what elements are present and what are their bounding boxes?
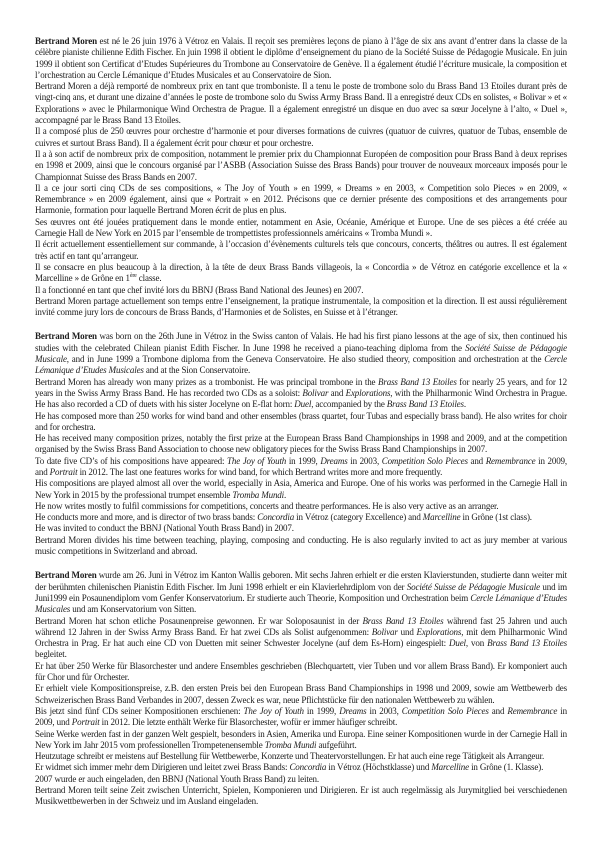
bio-paragraph bbox=[35, 751, 567, 762]
text-run: in 1999, bbox=[303, 705, 340, 716]
text-run: classe. bbox=[136, 273, 162, 284]
bio-paragraph bbox=[35, 616, 567, 661]
text-run: and bbox=[467, 455, 486, 466]
bio-paragraph bbox=[35, 683, 567, 706]
text-run: in Grône (1. Klasse). bbox=[468, 762, 544, 773]
bio-paragraph bbox=[35, 762, 567, 773]
text-run: His compositions are played almost all over the world, especially in Asia, America and Europe. One of his works was performed in the Carnegie Hall in New York in 2015 by the professional trumpet ensemble bbox=[35, 478, 567, 500]
bio-section-english bbox=[35, 331, 567, 557]
text-run: Bertrand Moren hat schon etliche Posaunenpreise gewonnen. Er war Soloposaunist in der bbox=[35, 615, 363, 626]
text-run: Il a fonctionné en tant que chef invité lors du BBNJ (Brass Band National des Jeunes) en 2007. bbox=[35, 284, 364, 295]
text-run: and bbox=[328, 387, 346, 398]
italic-text-run: Concordia bbox=[257, 512, 295, 523]
text-run: , mit dem Philharmonic Wind Orchestra in Prag. Er hat auch eine CD von Duetten mit seiner Schwester Jocelyne (auf dem Es-Horn) eingespielt: bbox=[35, 626, 567, 649]
text-run: Il a ce jour sorti cinq CDs de ses compositions, « The Joy of Youth » en 1999, « Dreams » en 2003, « Competition solo Pieces » en 2009, « Remembrance » en 2009 également, ainsi que « Portrait » en 2012. Précisons que ce dernier présente des compositions et des arrangements pour Harmonie, formation pour laquelle Bertrand Moren écrit de plus en plus. bbox=[35, 182, 567, 216]
italic-text-run: The Joy of Youth bbox=[227, 455, 287, 466]
text-run: Bertrand Moren a déjà remporté de nombreux prix en tant que tromboniste. Il a tenu le poste de trombone solo du Brass Band 13 Etoiles durant près de vingt-cinq ans, et durant une dizaine d’années le poste de trombone solo du Swiss Army Brass Band. Il a enregistré deux CDs en solistes, « Bolivar » et « Explorations » avec le Philarmonique Wind Orchestra de Prague. Il a également enregistré un disque en duo avec sa sœur Jocelyne à l’alto, « Duel », accompagné par le Brass Band 13 Etoiles. bbox=[35, 81, 567, 126]
text-run: in Vétroz (category Excellence) and bbox=[294, 512, 423, 523]
bio-paragraph bbox=[35, 785, 567, 808]
text-run: Seine Werke werden fast in der ganzen Welt gespielt, besonders in Asien, Amerika und Europa. Eine seiner Kompositionen wurde in der Carnegie Hall in New York im Jahr 2015 vom professionellen Trompetenensemble bbox=[35, 728, 567, 750]
text-run: Er hat über 250 Werke für Blasorchester und andere Ensembles geschrieben (Blechquartett, vier Tuben und vor allem Brass Band). Er komponiert auch für Chor und für Orchester. bbox=[35, 660, 567, 683]
bio-paragraph bbox=[35, 501, 567, 512]
text-run: for nearly 25 years, and for 12 years in the Swiss Army Brass Band. He has recorded two CDs as a soloist: bbox=[35, 376, 567, 398]
italic-text-run: Cercle Lémanique d’Etudes Musicales bbox=[35, 592, 567, 615]
text-run: in 2003, bbox=[347, 455, 382, 466]
italic-text-run: Tromba Mundi bbox=[232, 489, 284, 500]
text-run: Er widmet sich immer mehr dem Dirigieren und leitet zwei Brass Bands: bbox=[35, 762, 290, 773]
italic-text-run: Remembrance bbox=[485, 455, 536, 466]
text-run: in 2009, und bbox=[35, 705, 567, 728]
bio-paragraph bbox=[35, 296, 567, 319]
italic-text-run: Concordia bbox=[289, 762, 327, 773]
text-run: 2007 wurde er auch eingeladen, den BBNJ (National Youth Brass Band) zu leiten. bbox=[35, 773, 319, 784]
bio-paragraph bbox=[35, 512, 567, 523]
text-run: Il a à son actif de nombreux prix de composition, notamment le premier prix du Championnat Européen de composition pour Brass Band à deux reprises en 1998 et 2009, ainsi que le concours organisé par l’ASBB (Association Suisse des Brass Bands) pour trouver de nouveaux morceaux imposés pour le Championnat Suisse des Brass Bands en 2007. bbox=[35, 148, 567, 182]
italic-text-run: Société Suisse de Pédagogie Musicale bbox=[406, 581, 540, 592]
italic-text-run: Portrait bbox=[49, 466, 78, 477]
text-run: . bbox=[284, 489, 287, 500]
text-run: und im Juni1999 ein Posaunendiplom vom Genfer Konservatorium. Er studierte auch Theorie, Komposition und Orchestration beim bbox=[35, 581, 568, 603]
text-run: , and in June 1999 a Trombone diploma from the Geneva Conservatoire. He also studied theory, composition and orchestration at the bbox=[66, 354, 545, 365]
italic-text-run: Dreams bbox=[339, 705, 367, 716]
bio-paragraph bbox=[35, 36, 567, 81]
text-run: was born on the 26th June in Vétroz in the Swiss canton of Valais. He had his first piano lessons at the age of six, then continued his studies with the celebrated Chilean pianist Edith Fischer. In June 1998 he received a piano-teaching diploma from the bbox=[35, 331, 567, 353]
italic-text-run: Dreams bbox=[320, 455, 348, 466]
bold-text-run: Bertrand Moren bbox=[35, 36, 97, 46]
text-run: Bertrand Moren divides his time between teaching, playing, composing and conducting. He is also regularly invited to act as jury member at various music competitions in Switzerland and abroad. bbox=[35, 534, 567, 557]
text-run: He was invited to conduct the BBNJ (National Youth Brass Band) in 2007. bbox=[35, 523, 294, 534]
bio-section-french bbox=[35, 36, 567, 318]
italic-text-run: Explorations bbox=[345, 387, 391, 398]
text-run: Bertrand Moren teilt seine Zeit zwischen Unterricht, Spielen, Komponieren und Dirigieren. Er ist auch regelmässig als Jurymitglied bei verschiedenen Musikwettbewerben in der Schweiz und im Ausland eingeladen. bbox=[35, 785, 567, 807]
sup-text-run: ère bbox=[129, 273, 137, 280]
bio-paragraph bbox=[35, 478, 567, 501]
italic-text-run: Explorations bbox=[416, 626, 462, 637]
text-run: He has composed more than 250 works for wind band and other ensembles (brass quartet, four Tubas and especially brass band). He also writes for choir and for orchestra. bbox=[35, 410, 567, 432]
text-run: To date five CD’s of his compositions have appeared: bbox=[35, 455, 228, 466]
italic-text-run: Brass Band 13 Etoiles bbox=[378, 376, 457, 387]
italic-text-run: Brass Band 13 Etoiles bbox=[362, 615, 444, 626]
italic-text-run: Bolivar bbox=[302, 387, 329, 398]
bio-paragraph bbox=[35, 411, 567, 434]
italic-text-run: Société Suisse de Pédagogie Musicale bbox=[35, 342, 567, 365]
text-run: Bertrand Moren partage actuellement son temps entre l’enseignement, la pratique instrumentale, la composition et la direction. Il est aussi régulièrement invité comme jury lors de concours de Brass Bands, d’Harmonies et de Solistes, en Suisse et à l’étranger. bbox=[35, 295, 567, 318]
text-run: , accompanied by the bbox=[311, 399, 387, 410]
text-run: und am Konservatorium von Sitten. bbox=[70, 604, 197, 615]
italic-text-run: Marcelline bbox=[422, 512, 461, 523]
text-run: Ses œuvres ont été jouées pratiquement dans le monde entier, notamment en Asie, Océanie, Amérique et Europe. Une de ses pièces a été créée au Carnegie Hall de New York en 2015 par l’ensemble de trompettistes professionnels américains « Tromba Mundi ». bbox=[35, 216, 567, 239]
bio-paragraph bbox=[35, 523, 567, 534]
text-run: Il écrit actuellement essentiellement sur commande, à l’occasion d’évènements culturels tels que concours, concerts, théâtres ou autres. Il est également très actif en tant qu’arrangeur. bbox=[35, 239, 567, 261]
bio-paragraph bbox=[35, 126, 567, 149]
bio-paragraph bbox=[35, 729, 567, 752]
bio-section-german bbox=[35, 570, 567, 807]
text-run: Il se consacre en plus beaucoup à la direction, à la tête de deux Brass Bands villageois, la « Concordia » de Vétroz en catégorie excellence et la « Marcelline » de Grône en 1 bbox=[35, 261, 567, 284]
bio-paragraph bbox=[35, 535, 567, 558]
italic-text-run: Portrait bbox=[71, 717, 100, 728]
text-run: begleitet. bbox=[35, 649, 67, 660]
text-run: in Vétroz (Höchstklasse) und bbox=[326, 762, 432, 773]
bio-paragraph bbox=[35, 183, 567, 217]
text-run: . bbox=[463, 399, 466, 410]
text-run: Bis jetzt sind fünf CDs seiner Kompositionen erschienen: bbox=[35, 705, 244, 716]
text-run: est né le 26 juin 1976 à Vétroz en Valais. Il reçoit ses premières leçons de piano à l’âge de six ans avant d’entrer dans la classe de la célèbre pianiste chilienne Edith Fischer. En juin 1998 il obtient le diplôme d’enseignement du piano de la Société Suisse de Pédagogie Musicale. En juin 1999 il obtient son Certificat d’Etudes Supérieures du Trombone au Conservatoire de Genève. Il a également étudié l’écriture musicale, la composition et l’orchestration au Cercle Lémanique d’Etudes Musicales et au Conservatoire de Sion. bbox=[35, 36, 567, 80]
text-run: aufgeführt. bbox=[316, 739, 357, 750]
text-run: wurde am 26. Juni in Vétroz im Kanton Wallis geboren. Mit sechs Jahren erhielt er die ersten Klavierstunden, studierte dann weiter mit der berühmten chilenischen Pianistin Edith Fischer. Im Juni 1998 erhielt er ein Klavierlehrdiplom von der bbox=[35, 570, 567, 592]
bio-paragraph bbox=[35, 433, 567, 456]
italic-text-run: The Joy of Youth bbox=[243, 705, 304, 716]
bold-text-run: Bertrand Moren bbox=[35, 331, 97, 342]
italic-text-run: Remembrance bbox=[507, 705, 558, 716]
text-run: He now writes mostly to fulfil commissions for competitions, concerts and theatre performances. He is also very active as an arranger. bbox=[35, 500, 499, 511]
text-run: in Grône (1st class). bbox=[460, 512, 532, 523]
text-run: Heutzutage schreibt er meistens auf Bestellung für Wettbewerbe, Konzerte und Theatervorstellungen. Er hat auch eine rege Tätigkeit als Arrangeur. bbox=[35, 751, 545, 762]
bio-paragraph bbox=[35, 81, 567, 126]
bio-paragraph bbox=[35, 774, 567, 785]
bio-paragraph bbox=[35, 239, 567, 262]
text-run: Il a composé plus de 250 œuvres pour orchestre d’harmonie et pour diverses formations de cuivres (quatuor de cuivres, quatuor de Tubas, ensemble de cuivres et surtout Brass Band). Il a également écrit pour chœur et pour orchestre. bbox=[35, 126, 567, 148]
bio-paragraph bbox=[35, 262, 567, 285]
bio-paragraph bbox=[35, 377, 567, 411]
bio-paragraph bbox=[35, 331, 567, 376]
bold-text-run: Bertrand Moren bbox=[35, 570, 97, 581]
text-run: , with the Philharmonic Wind Orchestra in Prague. He has also recorded a CD of duets with his sister Jocelyne on E-flat horn: bbox=[35, 387, 567, 410]
text-run: und bbox=[397, 626, 417, 637]
text-run: Bertrand Moren has already won many prizes as a trombonist. He was principal trombone in the bbox=[35, 376, 379, 387]
bio-paragraph bbox=[35, 149, 567, 183]
text-run: in 1999, bbox=[286, 455, 321, 466]
text-run: in 2012. The last one features works for wind band, for which Bertrand writes more and more frequently. bbox=[77, 466, 443, 477]
italic-text-run: Brass Band 13 Etoiles bbox=[386, 399, 464, 410]
italic-text-run: Brass Band 13 Etoiles bbox=[487, 638, 567, 649]
text-run: He conducts more and more, and is director of two brass bands: bbox=[35, 512, 258, 523]
italic-text-run: Tromba Mundi bbox=[264, 739, 317, 750]
bio-paragraph bbox=[35, 456, 567, 479]
italic-text-run: Competition Solo Pieces bbox=[401, 705, 489, 716]
bio-paragraph bbox=[35, 661, 567, 684]
italic-text-run: Duel bbox=[449, 638, 466, 649]
text-run: Er erhielt viele Kompositionspreise, z.B. den ersten Preis bei den European Brass Band Championships in 1998 und 2009, sowie am Wettbewerb des Schweizerischen Brass Band Verbandes in 2007, dessen Zweck es war, neue Pflichtstücke für den nationalen Wettbewerb zu wählen. bbox=[35, 683, 567, 705]
bio-paragraph bbox=[35, 285, 567, 296]
text-run: in 2003, bbox=[366, 705, 402, 716]
italic-text-run: Competition Solo Pieces bbox=[381, 455, 468, 466]
text-run: in 2012. Die letzte enthält Werke für Blasorchester, wofür er immer häufiger schreibt. bbox=[99, 717, 398, 728]
bio-paragraph bbox=[35, 217, 567, 240]
text-run: and at the Sion Conservatoire. bbox=[143, 365, 251, 376]
text-run: in 2009, and bbox=[35, 455, 568, 477]
italic-text-run: Bolivar bbox=[371, 626, 398, 637]
italic-text-run: Marcelline bbox=[431, 762, 469, 773]
text-run: , von bbox=[465, 638, 488, 649]
bio-paragraph bbox=[35, 706, 567, 729]
text-run: während fast 25 Jahren und auch während 12 Jahren in der Swiss Army Brass Band. Er hat zwei CDs als Solist aufgenommen: bbox=[35, 615, 567, 637]
text-run: and bbox=[488, 705, 508, 716]
italic-text-run: Duel bbox=[294, 399, 312, 410]
text-run: He has received many composition prizes, notably the first prize at the European Brass Band Championships in 1998 and 2009, and at the competition organised by the Swiss Brass Band Association to choose new obligatory pieces for the Swiss Brass Band Championships in 2007. bbox=[35, 433, 567, 455]
biography-content bbox=[35, 36, 567, 808]
bio-paragraph bbox=[35, 570, 567, 615]
italic-text-run: Cercle Lémanique d’Etudes Musicales bbox=[35, 354, 567, 376]
